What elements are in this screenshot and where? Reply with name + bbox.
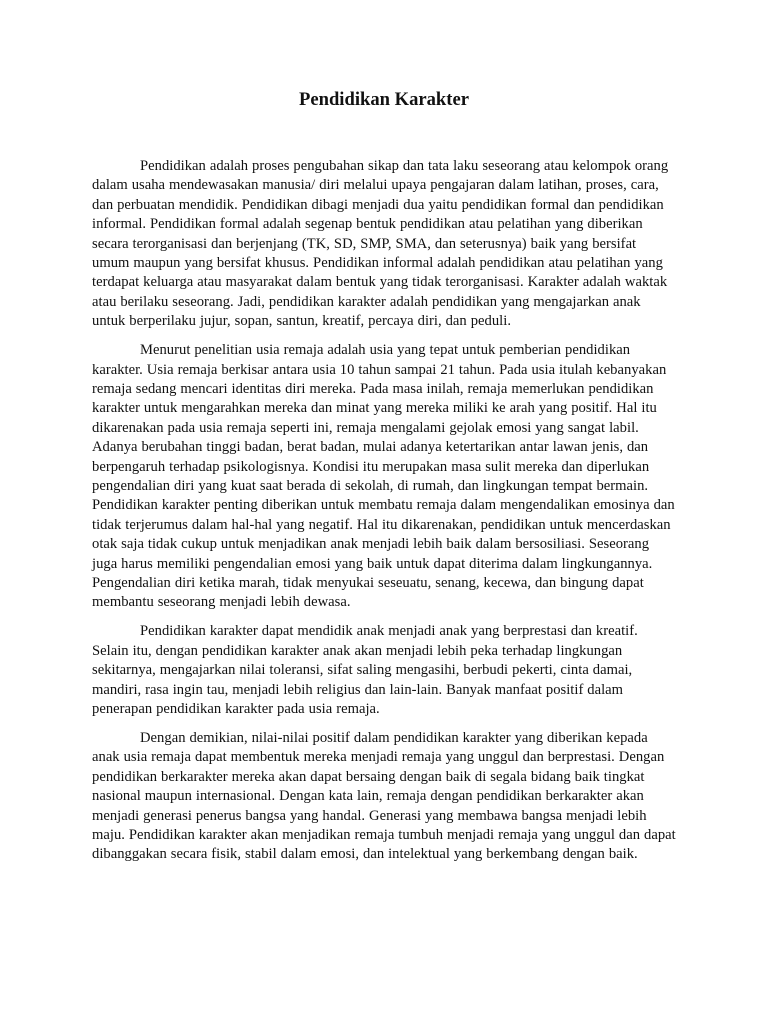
document-title: Pendidikan Karakter — [299, 89, 469, 110]
document-page — [92, 0, 676, 1024]
paragraph-3: Pendidikan karakter dapat mendidik anak menjadi anak yang berprestasi dan kreatif. Selain itu, dengan pendidikan karakter anak akan menjadi lebih peka terhadap lingkungan sekitarnya, mengajarkan nilai toleransi, sifat saling mengasihi, berbudi pekerti, cinta damai, mandiri, rasa ingin tau, menjadi lebih religius dan lain-lain. Banyak manfaat positif dalam penerapan pendidikan karakter pada usia remaja. — [92, 623, 638, 717]
document-body — [92, 157, 676, 874]
paragraph-1: Pendidikan adalah proses pengubahan sikap dan tata laku seseorang atau kelompok orang dalam usaha mendewasakan manusia/ diri melalui upaya pengajaran dalam latihan, proses, cara, dan perbuatan mendidik. Pendidikan dibagi menjadi dua yaitu pendidikan formal dan pendidikan informal. Pendidikan formal adalah segenap bentuk pendidikan atau pelatihan yang diberikan secara terorganisasi dan berjenjang (TK, SD, SMP, SMA, dan seterusnya) baik yang bersifat umum maupun yang bersifat khusus. Pendidikan informal adalah pendidikan atau pelatihan yang terdapat keluarga atau masyarakat dalam bentuk yang tidak terorganisasi. Karakter adalah waktak atau berilaku seseorang. Jadi, pendidikan karakter adalah pendidikan yang mengajarkan anak untuk berperilaku jujur, sopan, santun, kreatif, percaya diri, dan peduli. — [92, 158, 669, 330]
paragraph-2: Menurut penelitian usia remaja adalah usia yang tepat untuk pemberian pendidikan karakter. Usia remaja berkisar antara usia 10 tahun sampai 21 tahun. Pada usia itulah kebanyakan remaja sedang mencari identitas diri mereka. Pada masa inilah, remaja memerlukan pendidikan karakter untuk mengarahkan mereka dan minat yang mereka miliki ke arah yang positif. Hal itu dikarenakan pada usia remaja seperti ini, remaja mengalami gejolak emosi yang sangat labil. Adanya berubahan tinggi badan, berat badan, mulai adanya ketertarikan antar lawan jenis, dan berpengaruh terhadap psikologisnya. Kondisi itu merupakan masa sulit mereka dan diperlukan pengendalian diri yang kuat saat berada di sekolah, di rumah, dan lingkungan tempat bermain. Pendidikan karakter penting diberikan untuk membatu remaja dalam mengendalikan emosinya dan tidak terjerumus dalam hal-hal yang negatif. Hal itu dikarenakan, pendidikan untuk mencerdaskan otak saja tidak cukup untuk menjadikan anak menjadi lebih baik dalam bersosiliasi. Seseorang juga harus memiliki pengendalian emosi yang baik untuk dapat diterima dalam lingkungannya. Pengendalian diri ketika marah, tidak menyukai seseuatu, senang, kecewa, dan bingung dapat membantu seseorang menjadi lebih dewasa. — [92, 342, 675, 611]
paragraph-4: Dengan demikian, nilai-nilai positif dalam pendidikan karakter yang diberikan kepada anak usia remaja dapat membentuk mereka menjadi remaja yang unggul dan berprestasi. Dengan pendidikan berkarakter mereka akan dapat bersaing dengan baik di segala bidang baik tingkat nasional maupun internasional. Dengan kata lain, remaja dengan pendidikan berkarakter akan menjadi generasi penerus bangsa yang handal. Generasi yang membawa bangsa menjadi lebih maju. Pendidikan karakter akan menjadikan remaja tumbuh menjadi remaja yang unggul dan dapat dibanggakan secara fisik, stabil dalam emosi, dan intelektual yang berkembang dengan baik. — [92, 729, 676, 863]
